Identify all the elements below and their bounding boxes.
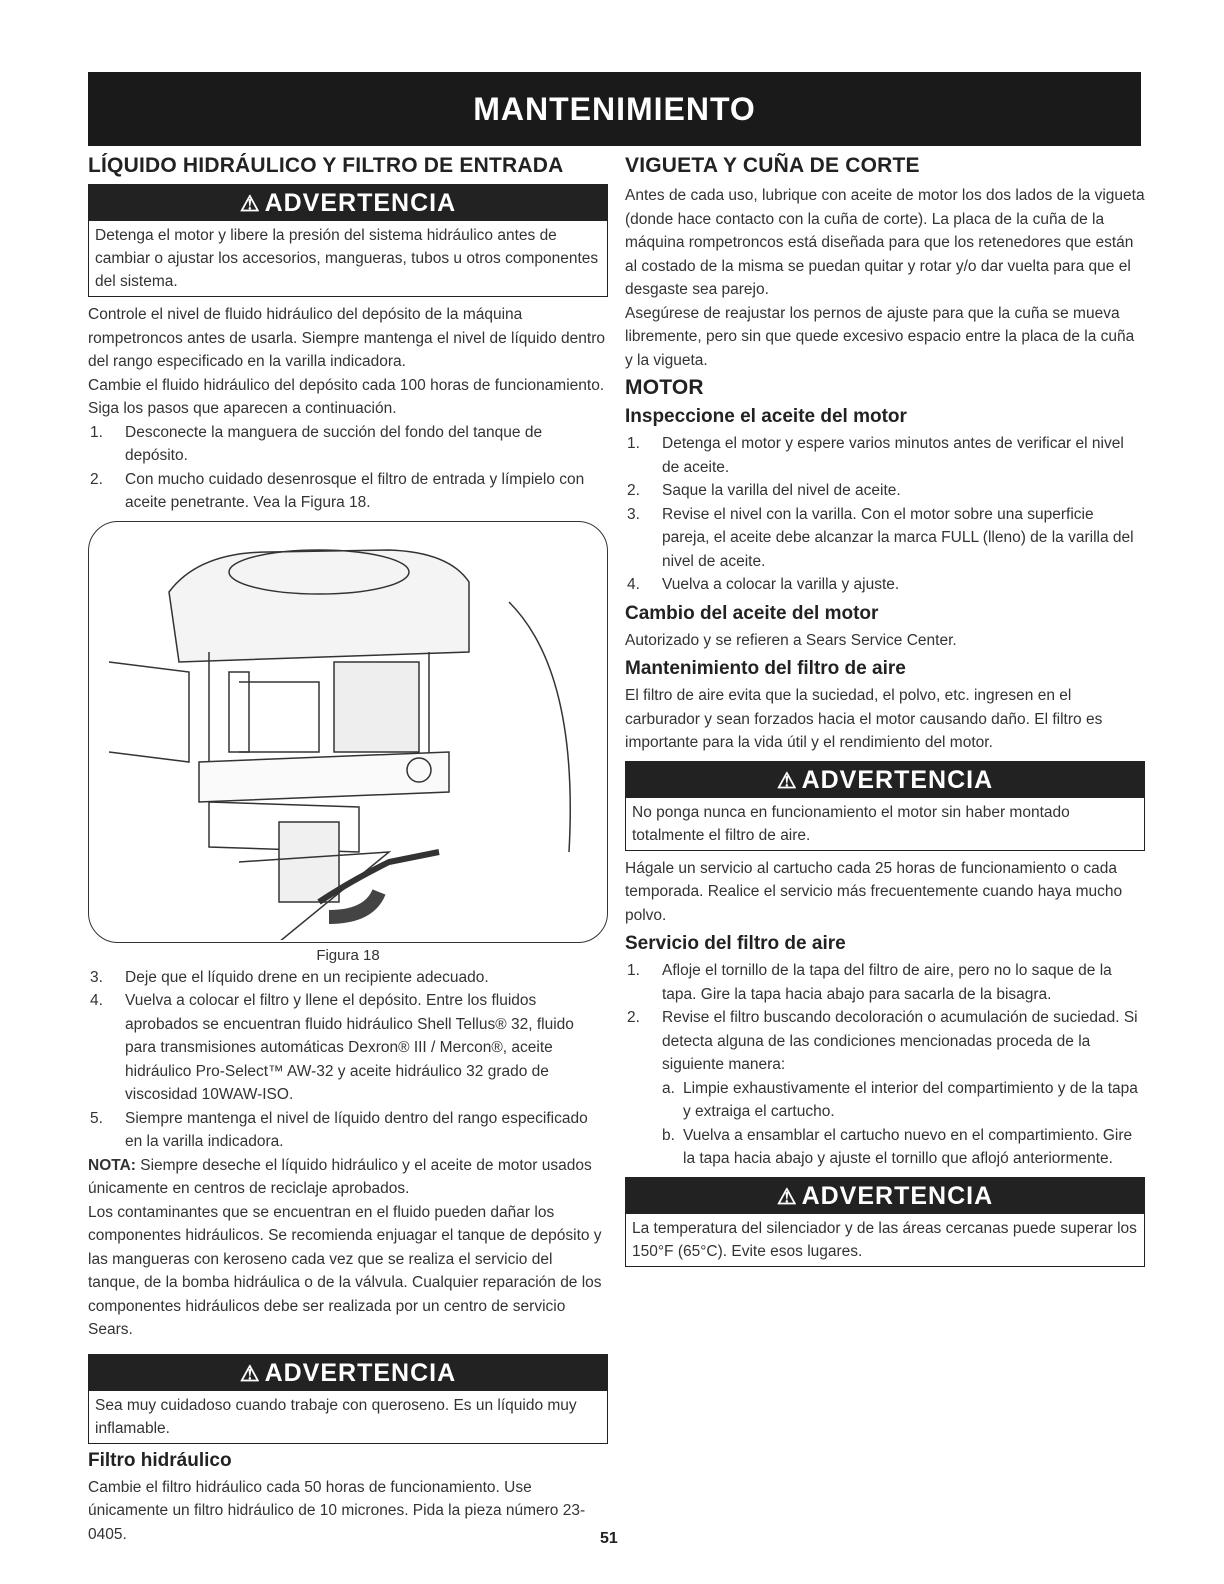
warning-label: ADVERTENCIA: [801, 765, 994, 794]
list-text: Desconecte la manguera de succión del fondo del tanque de depósito.: [125, 423, 543, 464]
list-number: 3.: [627, 505, 640, 523]
paragraph: Antes de cada uso, lubrique con aceite de motor los dos lados de la vigueta (donde hace contacto con la cuña de corte). La placa de la cuña de la máquina rompetroncos está diseñada para que los retenedores que están al costado de la misma se puedan quitar y rotar y/o dar vuelta para que el desgaste sea parejo.: [625, 187, 1145, 298]
warning-triangle-icon: ⚠: [776, 767, 798, 793]
note-text: Siempre deseche el líquido hidráulico y el aceite de motor usados únicamente en centros de reciclaje aprobados.: [88, 1156, 592, 1197]
warning-text: Sea muy cuidadoso cuando trabaje con queroseno. Es un líquido muy inflamable.: [95, 1396, 577, 1437]
list-number: 1.: [627, 962, 640, 979]
list-letter: a.: [662, 1079, 675, 1097]
steps-list: [625, 432, 1145, 597]
list-letter: b.: [662, 1126, 675, 1144]
page-number: 51: [600, 1530, 618, 1547]
list-number: 4.: [627, 576, 640, 593]
right-column: [625, 154, 1145, 1273]
list-item: [625, 503, 1145, 574]
warning-box: [88, 1354, 608, 1444]
warning-header: [89, 1355, 607, 1391]
paragraph: Cambie el filtro hidráulico cada 50 horas de funcionamiento. Use únicamente un filtro hidráulico de 10 micrones. Pida la pieza número 23-0405.: [88, 1478, 586, 1543]
list-number: 2.: [90, 470, 103, 488]
warning-header: [626, 762, 1144, 798]
section-title-motor: MOTOR: [625, 376, 704, 399]
warning-box: [88, 184, 608, 297]
section-banner: [88, 72, 1141, 146]
sub-steps-list: [662, 1077, 1145, 1171]
list-text: Vuelva a ensamblar el cartucho nuevo en el compartimiento. Gire la tapa hacia abajo y ajuste el tornillo que aflojó anteriormente.: [683, 1126, 1133, 1167]
steps-list: [88, 421, 608, 515]
warning-triangle-icon: ⚠: [239, 1360, 261, 1386]
engine-illustration: [89, 522, 605, 940]
list-text: Revise el filtro buscando decoloración o acumulación de suciedad. Si detecta alguna de las condiciones mencionadas proceda de la siguiente manera:: [662, 1009, 1138, 1073]
list-number: 2.: [627, 1009, 640, 1026]
section-title-hydraulic: LÍQUIDO HIDRÁULICO Y FILTRO DE ENTRADA: [88, 154, 564, 177]
note-label: NOTA:: [88, 1156, 136, 1174]
subsection-title: Filtro hidráulico: [88, 1449, 232, 1471]
warning-text: Detenga el motor y libere la presión del sistema hidráulico antes de cambiar o ajustar los accesorios, mangueras, tubos u otros componentes del sistema.: [95, 227, 599, 290]
paragraph: Controle el nivel de fluido hidráulico del depósito de la máquina rompetroncos antes de usarla. Siempre mantenga el nivel de líquido dentro del rango especificado en la varilla indicadora.: [88, 306, 605, 370]
list-number: 3.: [90, 968, 103, 986]
warning-label: ADVERTENCIA: [264, 1358, 457, 1387]
list-number: 2.: [627, 482, 640, 499]
left-column: [88, 154, 608, 1546]
paragraph: Hágale un servicio al cartucho cada 25 horas de funcionamiento o cada temporada. Realice el servicio más frecuentemente cuando haya mucho polvo.: [625, 859, 1123, 924]
paragraph: Los contaminantes que se encuentran en el fluido pueden dañar los componentes hidráulicos. Se recomienda enjuagar el tanque de depósito y las mangueras con keroseno cada vez que se realiza el servicio del tanque, de la bomba hidráulica o de la válvula. Cualquier reparación de los componentes hidráulicos debe ser realizada por un centro de servicio Sears.: [88, 1203, 602, 1338]
list-text: Con mucho cuidado desenrosque el filtro de entrada y límpielo con aceite penetrante. Vea la Figura 18.: [125, 470, 585, 511]
paragraph: Cambie el fluido hidráulico del depósito cada 100 horas de funcionamiento. Siga los pasos que aparecen a continuación.: [88, 376, 605, 417]
note-paragraph: [88, 1154, 608, 1201]
figure-caption: Figura 18: [316, 946, 380, 964]
list-text: Saque la varilla del nivel de aceite.: [662, 482, 901, 499]
list-text: Limpie exhaustivamente el interior del compartimiento y de la tapa y extraiga el cartucho.: [683, 1079, 1138, 1120]
list-text: Vuelva a colocar el filtro y llene el depósito. Entre los fluidos aprobados se encuentran fluido hidráulico Shell Tellus® 32, fluido para transmisiones automáticas Dexron® III / Mercon®, aceite hidráulico Pro-Select™ AW-32 y aceite hidráulico 32 grado de viscosidad 10WAW-ISO.: [125, 992, 574, 1103]
list-item: [625, 1006, 1145, 1171]
section-title-beam: VIGUETA Y CUÑA DE CORTE: [625, 154, 920, 177]
list-text: Revise el nivel con la varilla. Con el motor sobre una superficie pareja, el aceite debe alcanzar la marca FULL (lleno) de la varilla del nivel de aceite.: [662, 505, 1134, 570]
list-item: [88, 966, 608, 990]
list-number: 4.: [90, 992, 103, 1009]
list-number: 1.: [627, 435, 640, 452]
subsection-title: Cambio del aceite del motor: [625, 602, 879, 624]
warning-header: [89, 185, 607, 221]
list-item: [625, 573, 1145, 597]
paragraph: El filtro de aire evita que la suciedad, el polvo, etc. ingresen en el carburador y sean forzados hacia el motor causando daño. El filtro es importante para la vida útil y el rendimiento del motor.: [625, 687, 1103, 751]
list-item: [88, 468, 608, 515]
subsection-title: Inspeccione el aceite del motor: [625, 406, 907, 427]
subsection-title: Servicio del filtro de aire: [625, 933, 846, 954]
list-item: [625, 959, 1145, 1006]
paragraph: Asegúrese de reajustar los pernos de ajuste para que la cuña se mueva libremente, pero sin que quede excesivo espacio entre la placa de la cuña y la vigueta.: [625, 304, 1135, 369]
list-text: Vuelva a colocar la varilla y ajuste.: [662, 576, 900, 593]
list-number: 1.: [90, 423, 103, 441]
steps-list: [88, 966, 608, 1154]
list-item: [625, 432, 1145, 479]
list-text: Afloje el tornillo de la tapa del filtro de aire, pero no lo saque de la tapa. Gire la tapa hacia abajo para sacarla de la bisagra.: [662, 962, 1112, 1003]
list-item: [88, 989, 608, 1107]
steps-list: [625, 959, 1145, 1171]
warning-text: La temperatura del silenciador y de las áreas cercanas puede superar los 150°F (65°C). Evite esos lugares.: [632, 1219, 1137, 1260]
warning-text: No ponga nunca en funcionamiento el motor sin haber montado totalmente el filtro de aire.: [632, 803, 1070, 844]
list-item: [662, 1124, 1145, 1171]
warning-triangle-icon: ⚠: [239, 191, 261, 216]
list-item: [625, 479, 1145, 503]
list-item: [88, 1107, 608, 1154]
warning-box: [625, 1177, 1145, 1267]
warning-header: [626, 1178, 1144, 1214]
warning-label: ADVERTENCIA: [264, 189, 457, 217]
list-item: [88, 421, 608, 468]
list-item: [662, 1077, 1145, 1124]
list-text: Detenga el motor y espere varios minutos antes de verificar el nivel de aceite.: [662, 435, 1124, 476]
figure-18-illustration: [88, 521, 608, 943]
banner-title: MANTENIMIENTO: [473, 90, 756, 127]
list-number: 5.: [90, 1109, 103, 1127]
paragraph: Autorizado y se refieren a Sears Service Center.: [625, 631, 957, 649]
list-text: Deje que el líquido drene en un recipiente adecuado.: [125, 968, 489, 986]
subsection-title: Mantenimiento del filtro de aire: [625, 658, 906, 679]
warning-triangle-icon: ⚠: [776, 1183, 798, 1209]
list-text: Siempre mantenga el nivel de líquido dentro del rango especificado en la varilla indicadora.: [125, 1109, 588, 1150]
warning-label: ADVERTENCIA: [801, 1181, 994, 1210]
warning-box: [625, 761, 1145, 851]
